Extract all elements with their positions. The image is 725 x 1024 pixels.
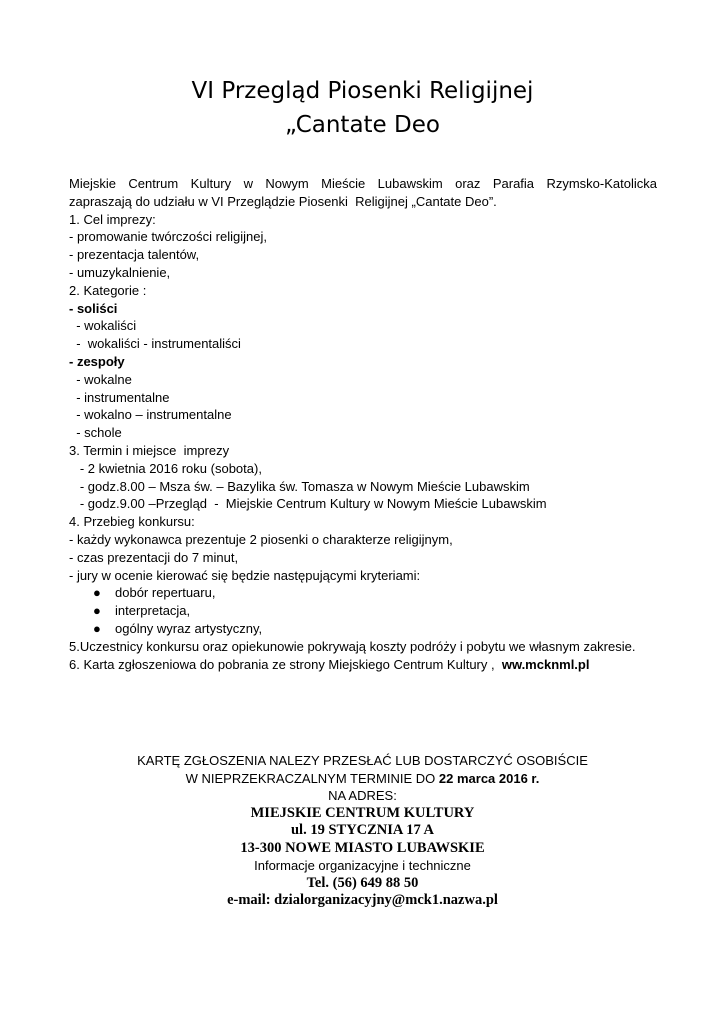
list-item: - prezentacja talentów, bbox=[69, 247, 200, 263]
category-solo-label: - soliści bbox=[69, 300, 118, 316]
intro-line-2: zapraszają do udziału w VI Przeglądzie Piosenki Religijnej „Cantate Deo”. bbox=[69, 193, 497, 209]
list-item: - godz.8.00 – Msza św. – Bazylika św. Tomasza w Nowym Mieście Lubawskim bbox=[69, 478, 530, 494]
section-6-line bbox=[69, 656, 657, 674]
list-item: - jury w ocenie kierować się będzie następującymi kryteriami: bbox=[69, 567, 421, 583]
email-line[interactable]: e-mail: dzialorganizacyjny@mck1.nazwa.pl bbox=[227, 892, 498, 908]
section-4-heading: 4. Przebieg konkursu: bbox=[69, 514, 195, 530]
deadline-date: 22 marca 2016 r. bbox=[438, 770, 540, 786]
phone-line: Tel. (56) 649 88 50 bbox=[306, 874, 419, 891]
website-link[interactable]: ww.mcknml.pl bbox=[501, 656, 590, 672]
contact-footer bbox=[0, 752, 725, 910]
category-group-label: - zespoły bbox=[69, 353, 125, 369]
criteria-label: ogólny wyraz artystyczny, bbox=[115, 620, 263, 636]
list-item: - każdy wykonawca prezentuje 2 piosenki o charakterze religijnym, bbox=[69, 531, 453, 547]
bullet-icon: ● bbox=[93, 585, 101, 601]
document-body bbox=[69, 175, 657, 673]
section-2-heading: 2. Kategorie : bbox=[69, 282, 147, 298]
list-item: - umuzykalnienie, bbox=[69, 264, 171, 280]
bullet-icon: ● bbox=[93, 620, 101, 636]
section-5-text: 5.Uczestnicy konkursu oraz opiekunowie pokrywają koszty podróży i pobytu we własnym zakresie. bbox=[69, 638, 636, 654]
document-subtitle: „Cantate Deo bbox=[285, 112, 440, 138]
address-street: ul. 19 STYCZNIA 17 A bbox=[290, 822, 435, 838]
list-item: - wokalno – instrumentalne bbox=[69, 407, 232, 423]
list-item: - 2 kwietnia 2016 roku (sobota), bbox=[69, 460, 262, 476]
list-item: - czas prezentacji do 7 minut, bbox=[69, 549, 239, 565]
list-item: - wokalne bbox=[69, 371, 132, 387]
criteria-item bbox=[69, 584, 657, 602]
list-item: - schole bbox=[69, 425, 122, 441]
list-item: - instrumentalne bbox=[69, 389, 170, 405]
address-org: MIEJSKIE CENTRUM KULTURY bbox=[250, 804, 475, 821]
footer-line-2 bbox=[0, 770, 725, 788]
footer-line-1: KARTĘ ZGŁOSZENIA NALEZY PRZESŁAĆ LUB DOSTARCZYĆ OSOBIŚCIE bbox=[137, 753, 588, 768]
section-3-heading: 3. Termin i miejsce imprezy bbox=[69, 442, 230, 458]
info-line: Informacje organizacyjne i techniczne bbox=[254, 858, 471, 873]
list-item: - godz.9.00 –Przegląd - Miejskie Centrum Kultury w Nowym Mieście Lubawskim bbox=[69, 496, 547, 512]
address-city: 13-300 NOWE MIASTO LUBAWSKIE bbox=[240, 839, 485, 856]
list-item: - promowanie twórczości religijnej, bbox=[69, 229, 267, 245]
intro-line-1: Miejskie Centrum Kultury w Nowym Mieście Lubawskim oraz Parafia Rzymsko-Katolicka bbox=[69, 176, 657, 191]
document-title: VI Przegląd Piosenki Religijnej bbox=[191, 78, 534, 104]
criteria-item bbox=[69, 602, 657, 620]
section-6-text: 6. Karta zgłoszeniowa do pobrania ze strony Miejskiego Centrum Kultury , bbox=[69, 656, 502, 672]
list-item: - wokaliści - instrumentaliści bbox=[69, 336, 241, 352]
criteria-item bbox=[69, 620, 657, 638]
criteria-label: interpretacja, bbox=[115, 603, 191, 619]
footer-line-3: NA ADRES: bbox=[328, 788, 397, 803]
section-1-heading: 1. Cel imprezy: bbox=[69, 211, 156, 227]
criteria-label: dobór repertuaru, bbox=[115, 585, 216, 601]
bullet-icon: ● bbox=[93, 603, 101, 619]
deadline-prefix: W NIEPRZEKRACZALNYM TERMINIE DO bbox=[185, 770, 439, 786]
list-item: - wokaliści bbox=[69, 318, 137, 334]
